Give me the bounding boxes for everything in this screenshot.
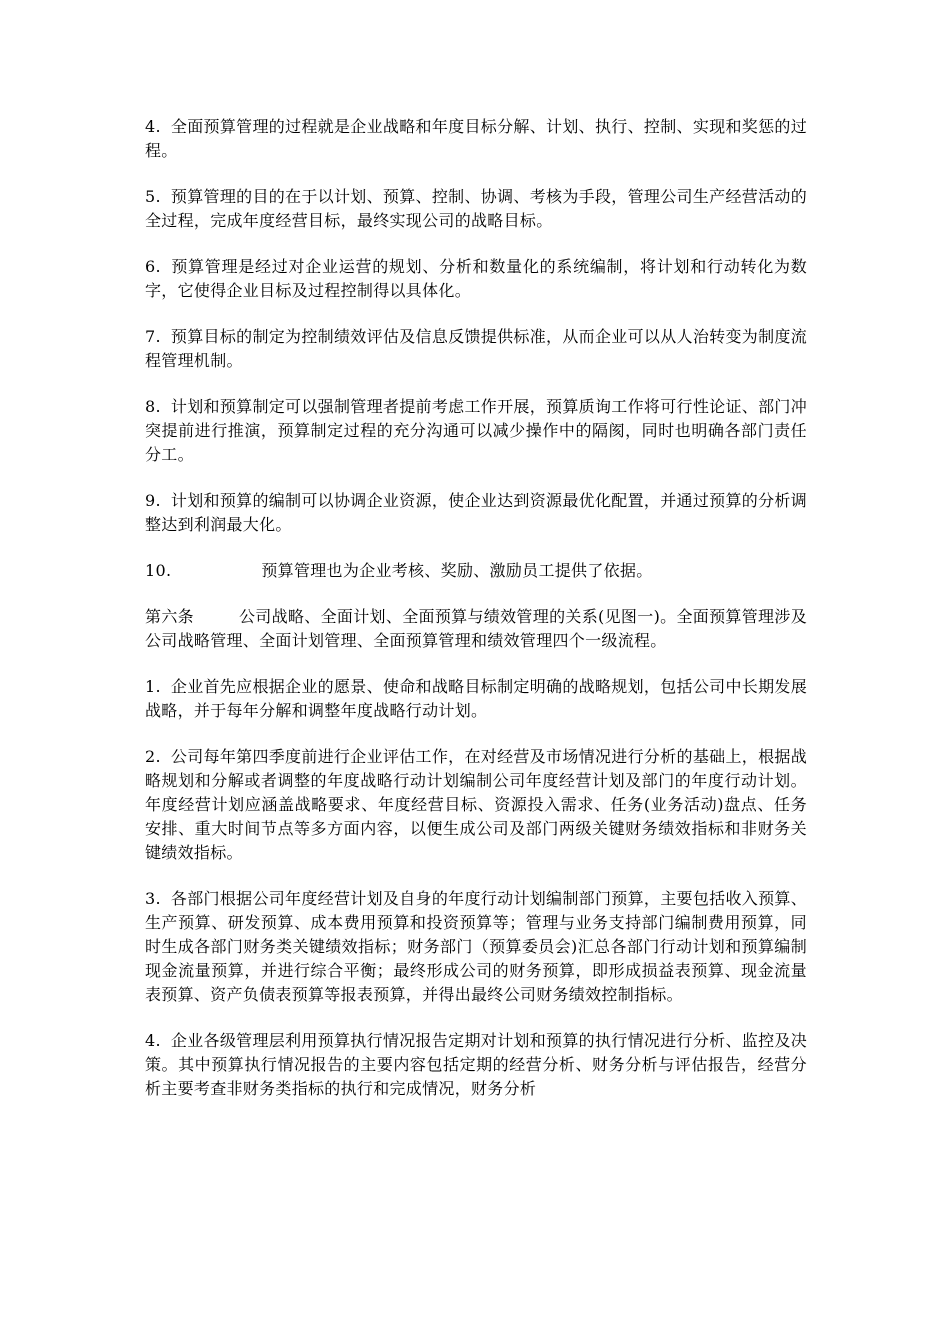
paragraph-text: 预算管理也为企业考核、奖励、激励员工提供了依据。 (261, 561, 653, 580)
paragraph-text: 公司每年第四季度前进行企业评估工作，在对经营及市场情况进行分析的基础上，根据战略规划和分解或者调整的年度战略行动计划编制公司年度经营计划及部门的年度行动计划。年度经营计划应涵盖战略要求、年度经营目标、资源投入需求、任务(业务活动)盘点、任务安排、重大时间节点等多方面内容，以便生成公司及部门两级关键财务绩效指标和非财务关键绩效指标。 (145, 747, 807, 862)
paragraph-number: 8. (145, 397, 161, 416)
paragraph-item-1 (145, 675, 807, 723)
paragraph-text: 预算管理是经过对企业运营的规划、分析和数量化的系统编制，将计划和行动转化为数字，它使得企业目标及过程控制得以具体化。 (145, 257, 807, 300)
paragraph-item-9 (145, 489, 807, 537)
paragraph-item-6 (145, 255, 807, 303)
paragraph-item-5 (145, 185, 807, 233)
paragraph-item-8 (145, 395, 807, 467)
paragraph-item-7 (145, 325, 807, 373)
paragraph-number: 4. (145, 117, 161, 136)
paragraph-number: 10. (145, 561, 172, 580)
paragraph-text: 计划和预算的编制可以协调企业资源，使企业达到资源最优化配置，并通过预算的分析调整达到利润最大化。 (145, 491, 807, 534)
paragraph-item-2 (145, 745, 807, 865)
paragraph-number: 6. (145, 257, 161, 276)
paragraph-text: 企业各级管理层利用预算执行情况报告定期对计划和预算的执行情况进行分析、监控及决策。其中预算执行情况报告的主要内容包括定期的经营分析、财务分析与评估报告，经营分析主要考查非财务类指标的执行和完成情况，财务分析 (145, 1031, 807, 1098)
paragraph-item-3 (145, 887, 807, 1007)
paragraph-number: 4. (145, 1031, 161, 1050)
paragraph-text: 全面预算管理的过程就是企业战略和年度目标分解、计划、执行、控制、实现和奖惩的过程。 (145, 117, 807, 160)
paragraph-text: 各部门根据公司年度经营计划及自身的年度行动计划编制部门预算，主要包括收入预算、生产预算、研发预算、成本费用预算和投资预算等；管理与业务支持部门编制费用预算，同时生成各部门财务类关键绩效指标；财务部门（预算委员会)汇总各部门行动计划和预算编制现金流量预算，并进行综合平衡；最终形成公司的财务预算，即形成损益表预算、现金流量表预算、资产负债表预算等报表预算，并得出最终公司财务绩效控制指标。 (145, 889, 807, 1004)
paragraph-item-4b (145, 1029, 807, 1101)
paragraph-number: 9. (145, 491, 161, 510)
paragraph-text: 公司战略、全面计划、全面预算与绩效管理的关系(见图一)。全面预算管理涉及公司战略管理、全面计划管理、全面预算管理和绩效管理四个一级流程。 (145, 607, 807, 650)
paragraph-text: 预算目标的制定为控制绩效评估及信息反馈提供标准，从而企业可以从人治转变为制度流程管理机制。 (145, 327, 807, 370)
paragraph-item-10 (145, 559, 807, 583)
paragraph-number: 7. (145, 327, 161, 346)
paragraph-number: 3. (145, 889, 161, 908)
paragraph-text: 计划和预算制定可以强制管理者提前考虑工作开展，预算质询工作将可行性论证、部门冲突提前进行推演，预算制定过程的充分沟通可以减少操作中的隔阂，同时也明确各部门责任分工。 (145, 397, 807, 464)
document-body (145, 115, 807, 1123)
article-6 (145, 605, 807, 653)
paragraph-text: 企业首先应根据企业的愿景、使命和战略目标制定明确的战略规划，包括公司中长期发展战略，并于每年分解和调整年度战略行动计划。 (145, 677, 807, 720)
paragraph-item-4 (145, 115, 807, 163)
paragraph-number: 1. (145, 677, 161, 696)
article-number: 第六条 (145, 607, 194, 626)
paragraph-number: 5. (145, 187, 161, 206)
paragraph-number: 2. (145, 747, 161, 766)
paragraph-text: 预算管理的目的在于以计划、预算、控制、协调、考核为手段，管理公司生产经营活动的全过程，完成年度经营目标，最终实现公司的战略目标。 (145, 187, 807, 230)
